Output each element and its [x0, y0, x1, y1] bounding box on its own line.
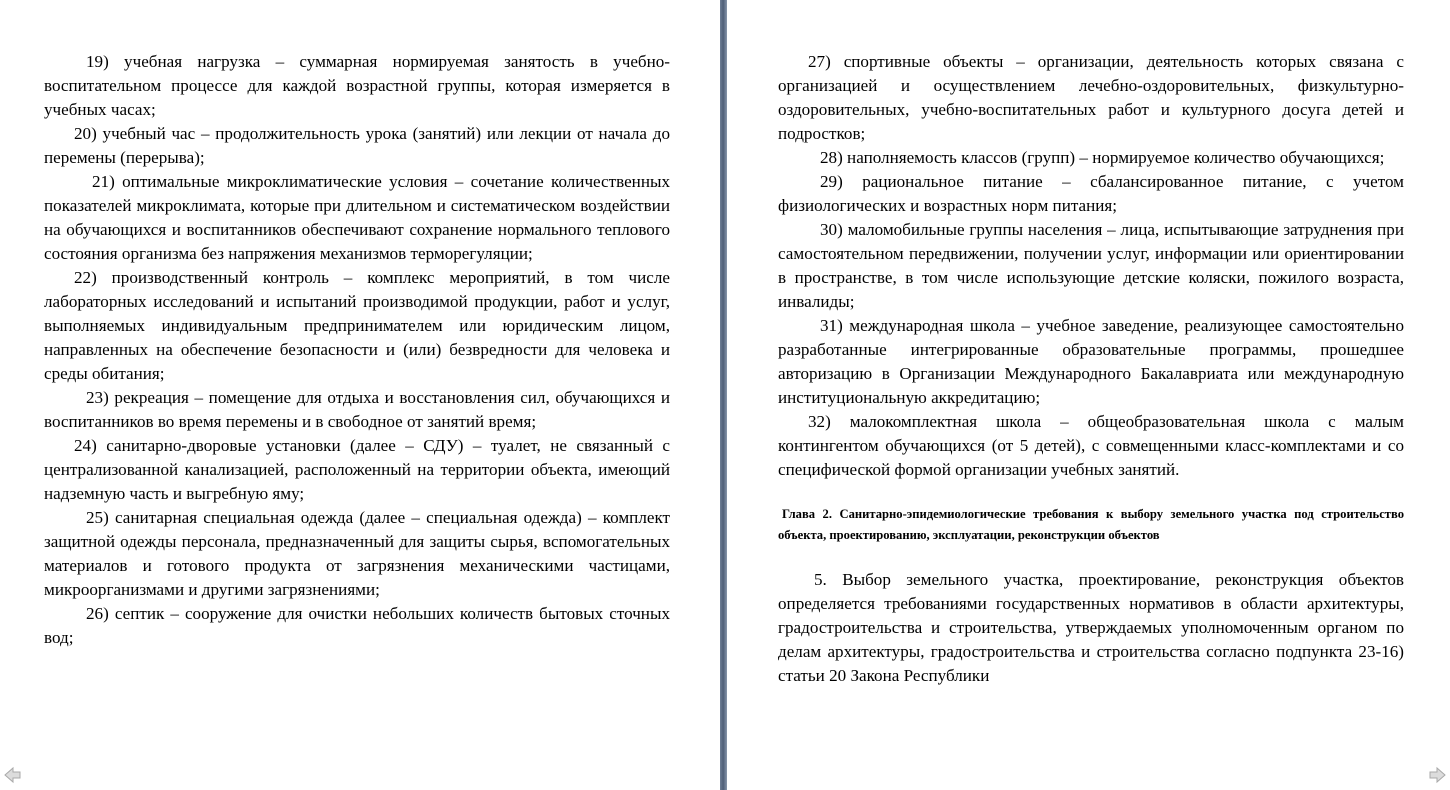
definition-21: 21) оптимальные микроклиматические условия – сочетание количественных показателей микроклимата, которые при длительном и систематическом воздействии на обучающихся и воспитанников обеспечивают сохранение нормального теплового состояния организма без напряжения механизмов терморегуляции; — [44, 172, 670, 263]
definition-24: 24) санитарно-дворовые установки (далее – СДУ) – туалет, не связанный с централизованной канализацией, расположенный на территории объекта, имеющий надземную часть и выгребную яму; — [44, 436, 670, 503]
definition-27: 27) спортивные объекты – организации, деятельность которых связана с организацией и осуществлением лечебно-оздоровительных, физкультурно-оздоровительных, учебно-воспитательных работ и культурного досуга детей и подростков; — [778, 52, 1404, 143]
page-right — [727, 0, 1450, 790]
definition-28: 28) наполняемость классов (групп) – нормируемое количество обучающихся; — [820, 148, 1385, 167]
arrow-right-icon — [1428, 766, 1446, 784]
page-left-text — [44, 50, 670, 650]
definition-31: 31) международная школа – учебное заведение, реализующее самостоятельно разработанные интегрированные образовательные программы, прошедшее авторизацию в Организации Международного Бакалавриата или международную институциональную аккредитацию; — [778, 316, 1404, 407]
section-5-paragraph: 5. Выбор земельного участка, проектирование, реконструкция объектов определяется требованиями государственных нормативов в области архитектуры, градостроительства и строительства, утверждаемых уполномоченным органом по делам архитектуры, градостроительства и строительства согласно подпункта 23-16) статьи 20 Закона Республики — [778, 570, 1404, 685]
page-right-text — [778, 50, 1404, 688]
definition-30: 30) маломобильные группы населения – лица, испытывающие затруднения при самостоятельном передвижении, получении услуг, информации или ориентировании в пространстве, в том числе использующие детские коляски, пожилого возраста, инвалиды; — [778, 220, 1404, 311]
arrow-left-icon — [4, 766, 22, 784]
definition-25: 25) санитарная специальная одежда (далее – специальная одежда) – комплект защитной одежды персонала, предназначенный для защиты сырья, вспомогательных материалов и готового продукта от загрязнения механическими частицами, микроорганизмами и другими загрязнениями; — [44, 508, 670, 599]
definition-23: 23) рекреация – помещение для отдыха и восстановления сил, обучающихся и воспитанников во время перемены и в свободное от занятий время; — [44, 388, 670, 431]
definition-29: 29) рациональное питание – сбалансированное питание, с учетом физиологических и возрастных норм питания; — [778, 172, 1404, 215]
definition-20: 20) учебный час – продолжительность урока (занятий) или лекции от начала до перемены (перерыва); — [44, 124, 670, 167]
definition-26: 26) септик – сооружение для очистки небольших количеств бытовых сточных вод; — [44, 604, 670, 647]
chapter-heading: Глава 2. Санитарно-эпидемиологические требования к выбору земельного участка под строительство объекта, проектированию, эксплуатации, реконструкции объектов — [778, 507, 1404, 542]
definition-32: 32) малокомплектная школа – общеобразовательная школа с малым контингентом обучающихся (от 5 детей), с совмещенными класс-комплектами и со специфической формой организации учебных занятий. — [778, 412, 1404, 479]
next-page-button[interactable] — [1428, 766, 1446, 784]
page-separator — [720, 0, 727, 790]
definition-19: 19) учебная нагрузка – суммарная нормируемая занятость в учебно-воспитательном процессе для каждой возрастной группы, которая измеряется в учебных часах; — [44, 52, 670, 119]
previous-page-button[interactable] — [4, 766, 22, 784]
page-left — [0, 0, 720, 790]
definition-22: 22) производственный контроль – комплекс мероприятий, в том числе лабораторных исследований и испытаний производимой продукции, работ и услуг, выполняемых индивидуальным предпринимателем или юридическим лицом, направленных на обеспечение безопасности и (или) безвредности для человека и среды обитания; — [44, 268, 670, 383]
